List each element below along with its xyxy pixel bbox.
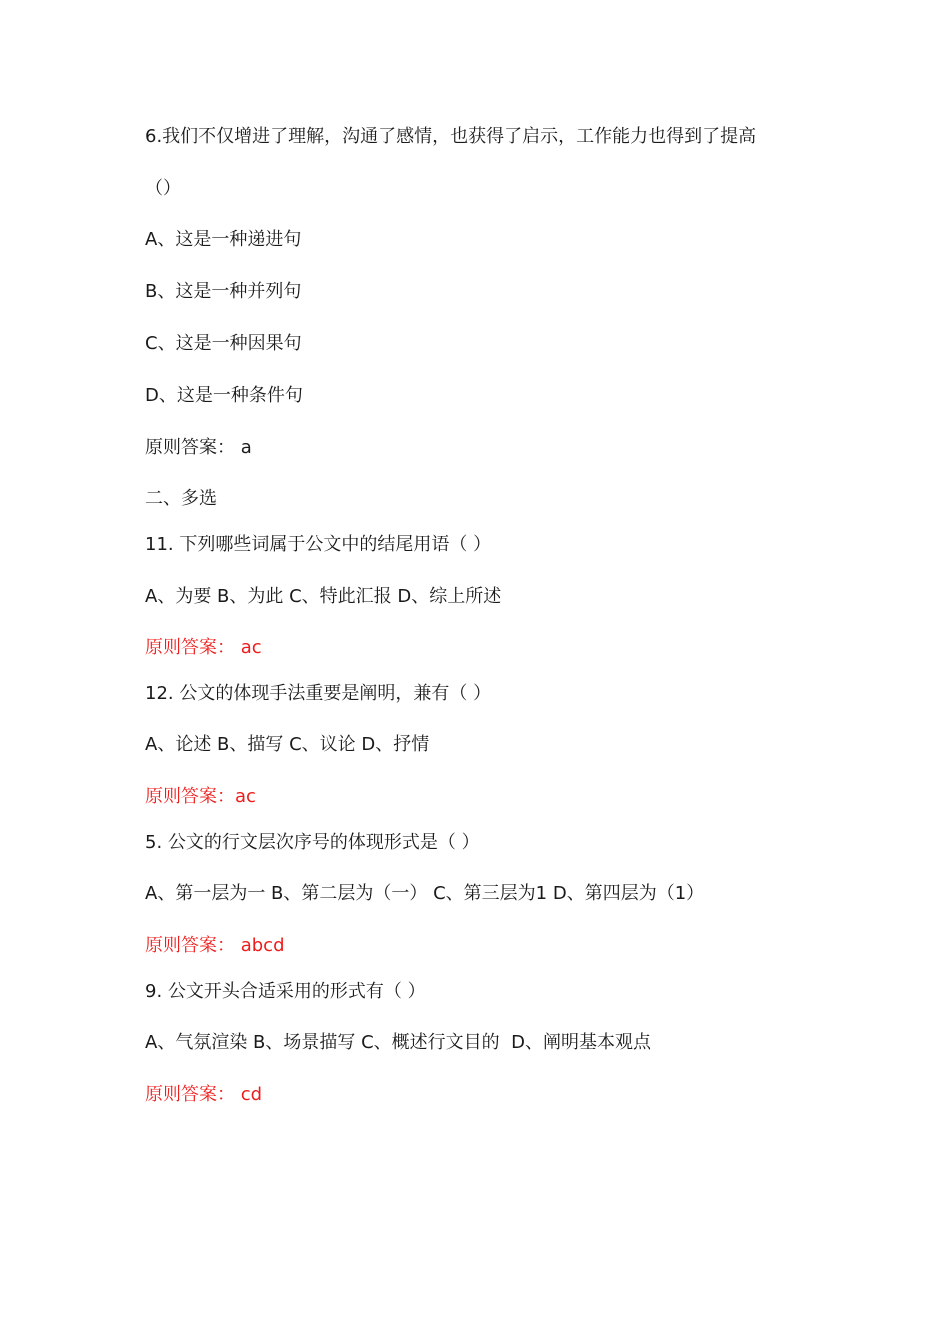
question-6-blank: （） [145, 178, 181, 199]
question-11-stem: 11. 下列哪些词属于公文中的结尾用语（ ） [145, 534, 492, 555]
question-5-options: A、第一层为一 B、第二层为（一） C、第三层为1 D、第四层为（1） [145, 883, 705, 904]
question-5-stem: 5. 公文的行文层次序号的体现形式是（ ） [145, 832, 480, 853]
question-6-answer: 原则答案： a [145, 437, 252, 458]
question-12-options: A、论述 B、描写 C、议论 D、抒情 [145, 734, 430, 755]
question-5-answer: 原则答案： abcd [145, 935, 285, 956]
question-12-answer: 原则答案：ac [145, 786, 256, 807]
question-6-option-b: B、这是一种并列句 [145, 281, 302, 302]
question-11-options: A、为要 B、为此 C、特此汇报 D、综上所述 [145, 586, 502, 607]
question-9-options: A、气氛渲染 B、场景描写 C、概述行文目的 D、阐明基本观点 [145, 1032, 651, 1053]
question-9-stem: 9. 公文开头合适采用的形式有（ ） [145, 981, 426, 1002]
question-6-stem: 6.我们不仅增进了理解，沟通了感情，也获得了启示，工作能力也得到了提高 [145, 126, 757, 147]
question-9-answer: 原则答案： cd [145, 1084, 263, 1105]
section-heading-multiple-choice: 二、多选 [145, 488, 217, 509]
question-6-option-a: A、这是一种递进句 [145, 229, 302, 250]
question-12-stem: 12. 公文的体现手法重要是阐明，兼有（ ） [145, 683, 492, 704]
question-6-option-c: C、这是一种因果句 [145, 333, 302, 354]
question-6-option-d: D、这是一种条件句 [145, 385, 303, 406]
question-11-answer: 原则答案： ac [145, 637, 262, 658]
